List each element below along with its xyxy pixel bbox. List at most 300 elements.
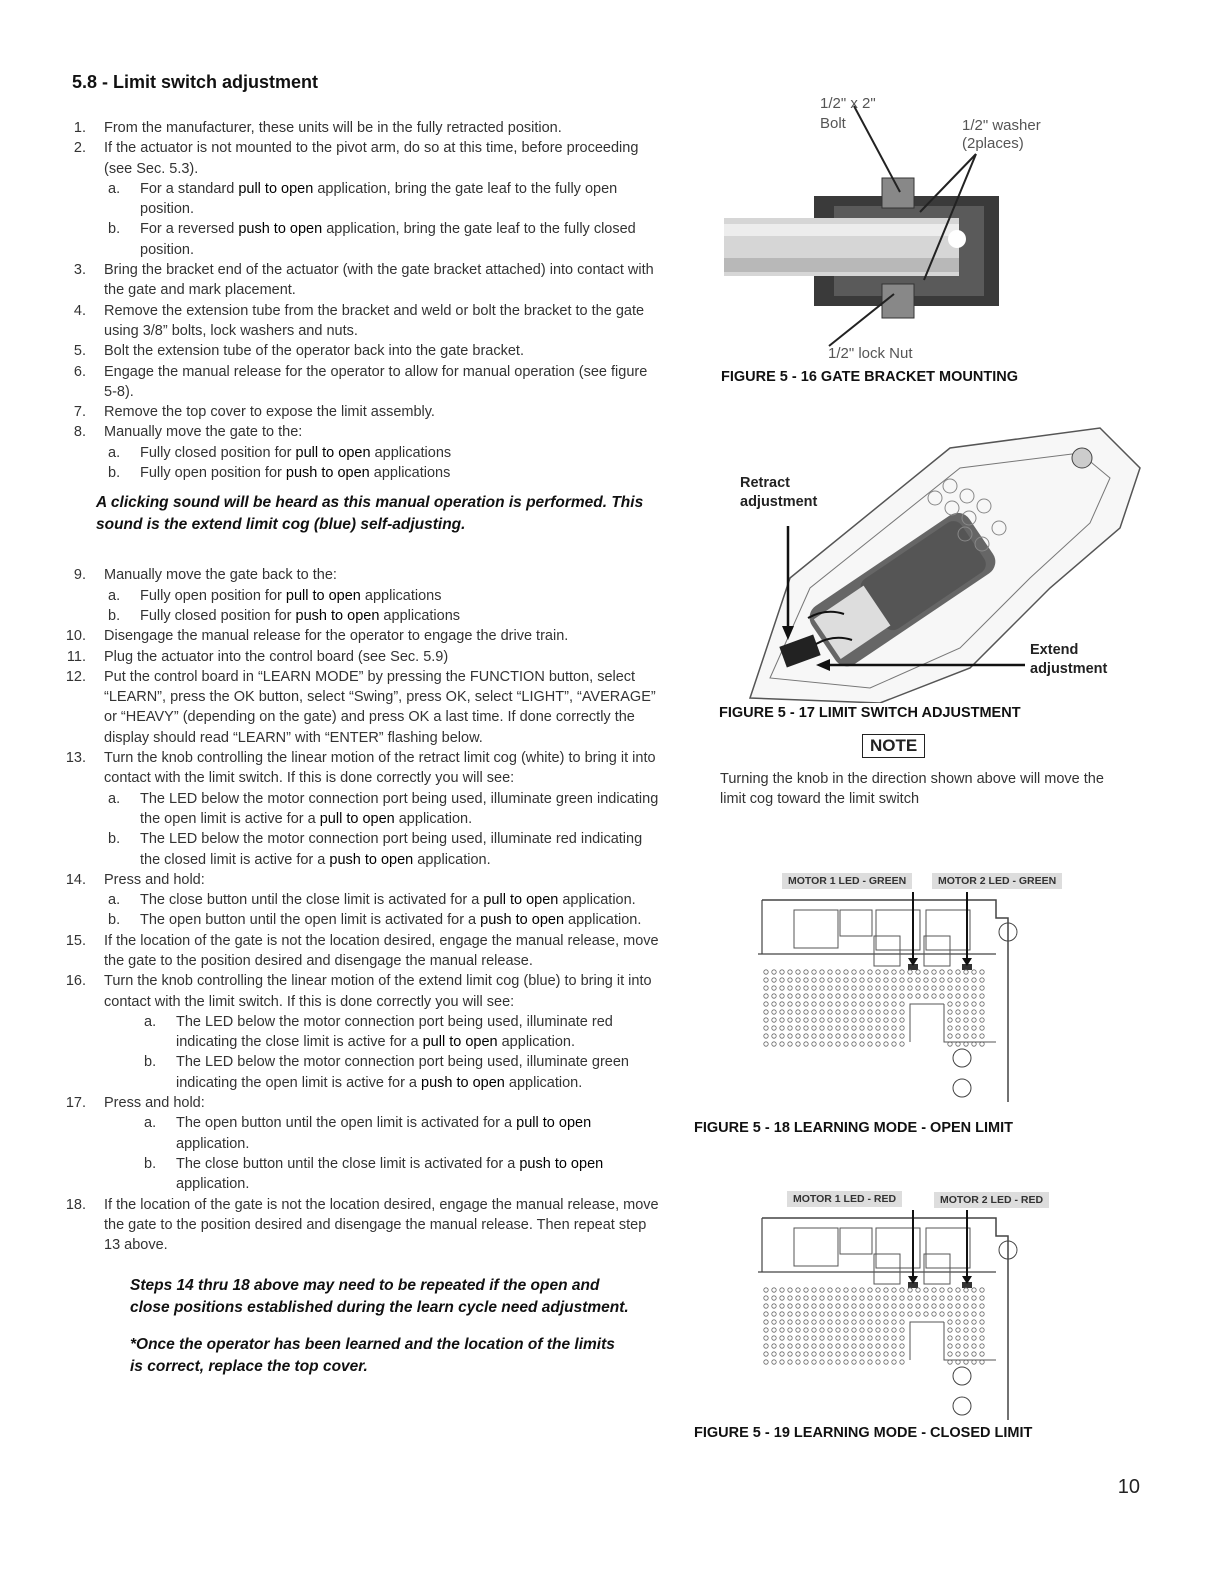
board-pad: [796, 1296, 800, 1300]
board-pad: [852, 986, 856, 990]
sub-list-item: [60, 789, 660, 830]
board-pad: [924, 994, 928, 998]
board-pad: [820, 978, 824, 982]
board-pad: [764, 1288, 768, 1292]
board-pad: [812, 994, 816, 998]
board-pad: [796, 1344, 800, 1348]
item-number: 16.: [65, 973, 86, 990]
item-number: 5.: [73, 343, 86, 360]
board-pad: [972, 1312, 976, 1316]
text: For a standard: [140, 180, 239, 197]
board-pad: [972, 978, 976, 982]
board-pad: [820, 1010, 824, 1014]
board-pad: [772, 1352, 776, 1356]
sub-item-letter: a.: [108, 444, 121, 461]
item-text: If the location of the gate is not the location desired, engage the manual release, move the gate to the position desired and disengage the manual release. Then repeat step 13 above.: [104, 1196, 659, 1254]
board-pad: [780, 978, 784, 982]
board-pad: [860, 1026, 864, 1030]
board-pad: [788, 994, 792, 998]
board-pad: [972, 1034, 976, 1038]
board-pad: [868, 1312, 872, 1316]
board-pad: [868, 1042, 872, 1046]
board-pad: [900, 994, 904, 998]
board-pad: [900, 1336, 904, 1340]
board-pad: [860, 986, 864, 990]
board-pad: [916, 978, 920, 982]
board-pad: [836, 1026, 840, 1030]
board-pad: [980, 1320, 984, 1324]
board-pad: [876, 1010, 880, 1014]
board-pad: [876, 1312, 880, 1316]
sub-item-text: [140, 463, 660, 483]
sub-item-text: [140, 443, 660, 463]
board-pad: [892, 1026, 896, 1030]
sub-item-letter: a.: [108, 587, 121, 604]
sub-item-letter: a.: [108, 790, 121, 807]
board-pad: [812, 1344, 816, 1348]
board-pad: [780, 1026, 784, 1030]
limit-switch-figure: [720, 408, 1160, 703]
board-pad: [796, 970, 800, 974]
board-pad: [868, 1002, 872, 1006]
keyword: pull to open: [483, 892, 559, 909]
board-pad: [812, 1026, 816, 1030]
note-box: NOTE: [862, 734, 925, 758]
board-pad: [780, 1010, 784, 1014]
board-pad: [852, 970, 856, 974]
board-pad: [916, 986, 920, 990]
item-number: 1.: [73, 120, 86, 136]
text: application, bring the gate leaf to the fully closed position.: [140, 221, 636, 258]
board-pad: [836, 1328, 840, 1332]
board-pad: [836, 994, 840, 998]
board-pad: [924, 978, 928, 982]
text: application.: [504, 1074, 583, 1091]
sub-item-text: [176, 1113, 660, 1154]
board-pad: [908, 1288, 912, 1292]
board-pad: [892, 1360, 896, 1364]
item-number: 13.: [65, 750, 86, 767]
board-pad: [788, 1010, 792, 1014]
extend-label-1: Extend: [1030, 642, 1079, 658]
board-pad: [772, 1034, 776, 1038]
board-pad: [852, 1296, 856, 1300]
board-pad: [804, 986, 808, 990]
sub-item-text: [176, 1154, 660, 1195]
board-pad: [828, 1352, 832, 1356]
board-pad: [836, 1304, 840, 1308]
board-pad: [980, 978, 984, 982]
board-pad: [772, 1360, 776, 1364]
list-item: [60, 362, 660, 403]
board-pad: [812, 1018, 816, 1022]
board-pad: [788, 1034, 792, 1038]
board-pad: [956, 978, 960, 982]
board-pad: [900, 970, 904, 974]
board-pad: [820, 986, 824, 990]
board-pad: [820, 994, 824, 998]
bolt-label-1: 1/2" x 2": [820, 95, 876, 112]
board-pad: [780, 1288, 784, 1292]
board-pad: [820, 1042, 824, 1046]
board-pad: [916, 1288, 920, 1292]
board-pad: [940, 986, 944, 990]
board-pad: [884, 1336, 888, 1340]
board-pad: [876, 1026, 880, 1030]
list-item: [60, 260, 660, 301]
board-pad: [820, 1304, 824, 1308]
board-pad: [804, 1018, 808, 1022]
text: The LED below the motor connection port being used, illuminate green indicating the open limit is active for a: [176, 1054, 629, 1091]
board-pad: [812, 978, 816, 982]
board-pad: [972, 1002, 976, 1006]
board-pad: [780, 1304, 784, 1308]
board-pad: [908, 1312, 912, 1316]
board-pad: [804, 1026, 808, 1030]
board-pad: [908, 986, 912, 990]
board-pad: [884, 970, 888, 974]
board-pad: [948, 1002, 952, 1006]
board-pad: [804, 1360, 808, 1364]
board-pad: [940, 1312, 944, 1316]
board-pad: [788, 978, 792, 982]
board-pad: [796, 1034, 800, 1038]
board-pad: [964, 1018, 968, 1022]
board-pad: [980, 1312, 984, 1316]
item-text: Bring the bracket end of the actuator (with the gate bracket attached) into contact with the gate and mark placement.: [104, 262, 654, 299]
board-pad: [876, 1296, 880, 1300]
board-pad: [900, 1344, 904, 1348]
board-pad: [780, 1328, 784, 1332]
board-pad: [868, 1360, 872, 1364]
board-pad: [892, 994, 896, 998]
board-pad: [884, 1344, 888, 1348]
sub-item-letter: b.: [108, 831, 121, 848]
board-pad: [780, 1042, 784, 1046]
board-pad: [980, 1018, 984, 1022]
board-pad: [788, 1288, 792, 1292]
board-pad: [812, 1296, 816, 1300]
board-pad: [836, 1018, 840, 1022]
board-pad: [772, 1042, 776, 1046]
board-pad: [812, 1360, 816, 1364]
sub-item-text: [140, 910, 660, 930]
board-pad: [892, 1018, 896, 1022]
page-number: 10: [1117, 1476, 1140, 1498]
board-pad: [948, 1010, 952, 1014]
board-pad: [828, 1328, 832, 1332]
board-pad: [876, 986, 880, 990]
note-text: Turning the knob in the direction shown above will move the limit cog toward the limit switch: [720, 771, 1104, 807]
text: applications: [379, 607, 461, 624]
board-pad: [900, 1018, 904, 1022]
board-pad: [764, 1042, 768, 1046]
board-pad: [844, 1018, 848, 1022]
board-pad: [820, 1360, 824, 1364]
board-pad: [844, 1336, 848, 1340]
board-pad: [828, 1336, 832, 1340]
text: applications: [370, 444, 452, 461]
sub-item-text: [140, 606, 660, 626]
board-pad: [980, 1002, 984, 1006]
text: The open button until the open limit is activated for a: [176, 1115, 517, 1132]
board-pad: [884, 1026, 888, 1030]
board-pad: [820, 1288, 824, 1292]
board-pad: [860, 1304, 864, 1308]
board-pad: [828, 1312, 832, 1316]
instruction-list: [60, 118, 660, 1378]
board-pad: [812, 1034, 816, 1038]
board-pad: [812, 1336, 816, 1340]
board-pad: [868, 1288, 872, 1292]
board-pad: [948, 1026, 952, 1030]
item-number: 2.: [73, 140, 86, 157]
board-pad: [804, 1312, 808, 1316]
board-pad: [932, 994, 936, 998]
board-pad: [964, 1312, 968, 1316]
board-pad: [780, 1018, 784, 1022]
list-item: [60, 1195, 660, 1256]
board-pad: [948, 970, 952, 974]
board-pad: [956, 1010, 960, 1014]
board-pad: [836, 1296, 840, 1300]
board-pad: [788, 1296, 792, 1300]
board-pad: [772, 1304, 776, 1308]
board-pad: [892, 1002, 896, 1006]
board-pad: [836, 1010, 840, 1014]
board-pad: [980, 970, 984, 974]
board-pad: [908, 970, 912, 974]
board-pad: [812, 970, 816, 974]
board-pad: [812, 1010, 816, 1014]
board-pad: [876, 1344, 880, 1348]
board-pad: [772, 978, 776, 982]
keyword: push to open: [421, 1074, 505, 1091]
board-pad: [828, 994, 832, 998]
board-pad: [780, 1320, 784, 1324]
text: The LED below the motor connection port being used, illuminate red indicating the closed limit is active for a: [140, 831, 643, 868]
board-pad: [836, 1034, 840, 1038]
sub-item-letter: a.: [108, 180, 121, 197]
board-pad: [980, 986, 984, 990]
text: application.: [497, 1034, 575, 1051]
board-pad: [948, 1288, 952, 1292]
sub-list-item: [60, 586, 660, 606]
board-pad: [860, 1352, 864, 1356]
sub-item-letter: b.: [144, 1054, 157, 1071]
list-item: [60, 138, 660, 179]
board-pad: [804, 994, 808, 998]
board-pad: [956, 1288, 960, 1292]
text: applications: [360, 587, 442, 604]
board-pad: [900, 1360, 904, 1364]
board-pad: [844, 978, 848, 982]
board-pad: [828, 970, 832, 974]
board-pad: [860, 1320, 864, 1324]
motor1-led-red-tag: MOTOR 1 LED - RED: [787, 1191, 902, 1207]
board-pad: [956, 1352, 960, 1356]
board-pad: [764, 970, 768, 974]
item-text: Remove the extension tube from the bracket and weld or bolt the bracket to the gate using 3/8” bolts, lock washers and nuts.: [104, 302, 645, 339]
list-item: [60, 748, 660, 789]
board-pad: [844, 986, 848, 990]
board-pad: [788, 1352, 792, 1356]
sub-list-item: [60, 910, 660, 930]
board-pad: [804, 1336, 808, 1340]
board-pad: [932, 1296, 936, 1300]
board-pad: [908, 994, 912, 998]
text: The close button until the close limit is activated for a: [176, 1155, 520, 1172]
board-pad: [788, 1042, 792, 1046]
board-pad: [876, 1336, 880, 1340]
board-pad: [884, 1002, 888, 1006]
board-pad: [772, 1344, 776, 1348]
board-pad: [980, 1328, 984, 1332]
board-pad: [884, 1352, 888, 1356]
board-pad: [876, 1042, 880, 1046]
board-pad: [868, 1010, 872, 1014]
board-pad: [812, 1304, 816, 1308]
item-text: If the location of the gate is not the location desired, engage the manual release, move the gate to the position desired and disengage the manual release.: [104, 932, 659, 969]
list-item: [60, 402, 660, 422]
item-number: 9.: [73, 567, 86, 584]
board-pad: [868, 1304, 872, 1308]
board-pad: [788, 1304, 792, 1308]
item-text: Remove the top cover to expose the limit assembly.: [104, 404, 435, 421]
board-pad: [812, 1352, 816, 1356]
text: application, bring the gate leaf to the fully open position.: [140, 180, 618, 218]
bolt-label-2: Bolt: [820, 115, 846, 132]
board-pad: [868, 986, 872, 990]
item-text: Manually move the gate to the:: [104, 424, 303, 441]
board-pad: [788, 1344, 792, 1348]
board-pad: [892, 1010, 896, 1014]
board-pad: [788, 1002, 792, 1006]
board-pad: [868, 1328, 872, 1332]
board-pad: [924, 1312, 928, 1316]
board-pad: [764, 1010, 768, 1014]
board-pad: [820, 1320, 824, 1324]
board-pad: [884, 1320, 888, 1324]
board-pad: [788, 1336, 792, 1340]
board-pad: [916, 994, 920, 998]
item-text: From the manufacturer, these units will be in the fully retracted position.: [104, 120, 562, 136]
board-pad: [812, 1042, 816, 1046]
sub-item-text: [140, 179, 660, 220]
board-pad: [828, 1320, 832, 1324]
board-pad: [772, 1002, 776, 1006]
item-number: 15.: [65, 932, 86, 949]
board-pad: [844, 1042, 848, 1046]
board-pad: [964, 1352, 968, 1356]
board-pad: [860, 1002, 864, 1006]
board-pad: [844, 1002, 848, 1006]
board-pad: [876, 1018, 880, 1022]
board-pad: [804, 1352, 808, 1356]
board-pad: [860, 1034, 864, 1038]
board-pad: [764, 1304, 768, 1308]
board-pad: [772, 1328, 776, 1332]
board-pad: [836, 970, 840, 974]
board-pad: [836, 1344, 840, 1348]
board-pad: [780, 1296, 784, 1300]
extend-label-2: adjustment: [1030, 661, 1108, 677]
board-pad: [892, 1320, 896, 1324]
board-pad: [964, 1288, 968, 1292]
board-pad: [884, 978, 888, 982]
board-pad: [892, 978, 896, 982]
board-pad: [884, 994, 888, 998]
board-pad: [924, 970, 928, 974]
board-pad: [860, 1288, 864, 1292]
board-pad: [972, 1328, 976, 1332]
board-pad: [956, 1304, 960, 1308]
item-text: If the actuator is not mounted to the pivot arm, do so at this time, before proceeding (see Sec. 5.3).: [104, 140, 639, 177]
board-pad: [932, 1288, 936, 1292]
board-pad: [796, 1352, 800, 1356]
list-item: [60, 422, 660, 442]
board-pad: [796, 1288, 800, 1292]
board-pad: [924, 1288, 928, 1292]
item-number: 4.: [73, 302, 86, 319]
text: For a reversed: [140, 221, 239, 238]
board-pad: [780, 1034, 784, 1038]
list-item: [60, 667, 660, 748]
board-pad: [940, 1296, 944, 1300]
board-pad: [804, 1344, 808, 1348]
sub-list-item: [60, 219, 660, 260]
board-pad: [852, 1034, 856, 1038]
list-item: [60, 931, 660, 972]
board-pad: [900, 1002, 904, 1006]
board-pad: [948, 1352, 952, 1356]
board-pad: [972, 1304, 976, 1308]
board-pad: [780, 994, 784, 998]
board-pad: [964, 1296, 968, 1300]
board-pad: [860, 970, 864, 974]
board-pad: [844, 1344, 848, 1348]
item-number: 3.: [73, 262, 86, 279]
board-pad: [836, 978, 840, 982]
board-pad: [860, 994, 864, 998]
board-pad: [868, 994, 872, 998]
board-pad: [956, 1328, 960, 1332]
board-pad: [852, 1328, 856, 1332]
board-pad: [980, 1304, 984, 1308]
board-pad: [924, 1304, 928, 1308]
board-pad: [956, 1344, 960, 1348]
board-pad: [972, 970, 976, 974]
list-item: [60, 626, 660, 646]
board-pad: [788, 1026, 792, 1030]
board-pad: [892, 1312, 896, 1316]
board-pad: [804, 1320, 808, 1324]
board-pad: [764, 986, 768, 990]
sub-item-letter: a.: [144, 1013, 157, 1030]
board-pad: [852, 1002, 856, 1006]
board-pad: [836, 1336, 840, 1340]
board-pad: [820, 1336, 824, 1340]
board-pad: [764, 1328, 768, 1332]
sub-list-item: [60, 179, 660, 220]
board-pad: [828, 1288, 832, 1292]
keyword: push to open: [519, 1155, 604, 1172]
board-pad: [844, 1026, 848, 1030]
board-pad: [908, 1296, 912, 1300]
board-pad: [948, 1336, 952, 1340]
board-pad: [804, 1010, 808, 1014]
board-pad: [828, 1034, 832, 1038]
